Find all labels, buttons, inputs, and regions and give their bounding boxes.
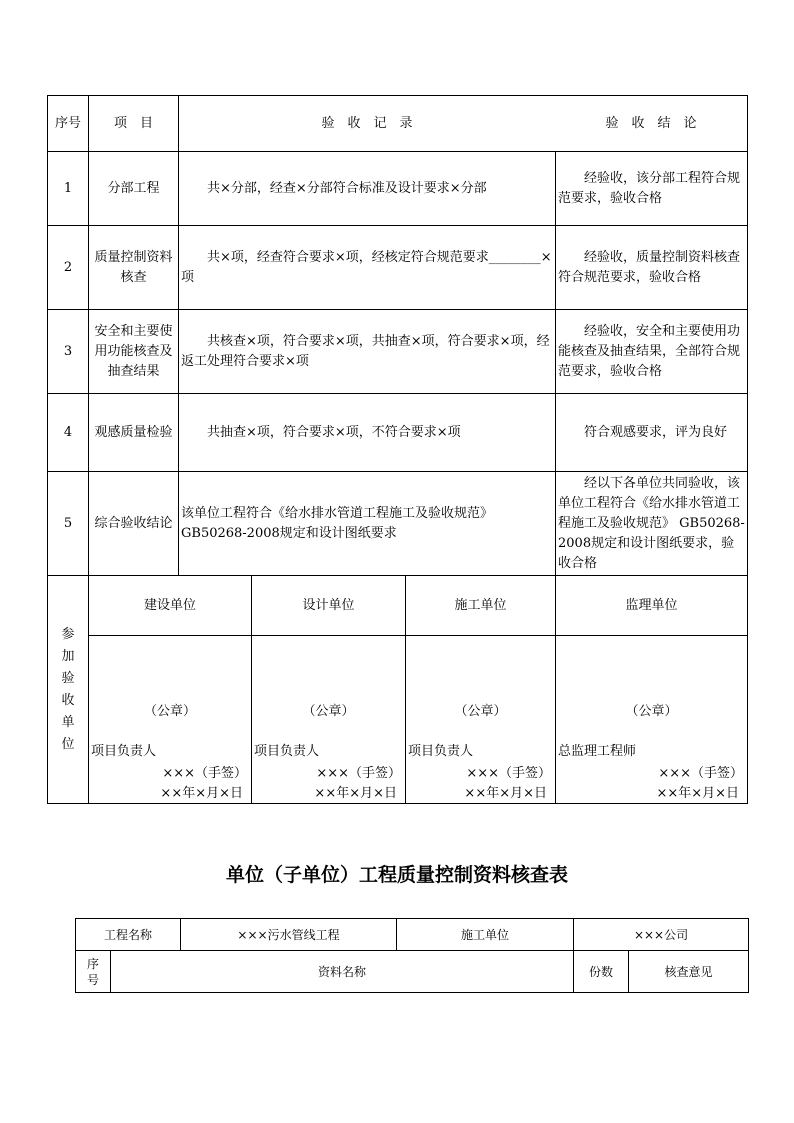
table-row: 1 分部工程 共×分部，经查×分部符合标准及设计要求×分部 经验收，该分部工程符合规范要求，验收合格 xyxy=(48,152,748,226)
record-cell: 该单位工程符合《给水排水管道工程施工及验收规范》GB50268-2008规定和设计图纸要求 xyxy=(179,472,556,576)
unit-name-supervision: 监理单位 xyxy=(556,576,748,636)
header-item: 项 目 xyxy=(89,96,179,152)
record-cell: 共抽查×项，符合要求×项，不符合要求×项 xyxy=(179,394,556,472)
quality-control-check-table xyxy=(75,918,749,993)
signature-cell: （公章） 项目负责人 ×××（手签） ××年×月×日 xyxy=(252,636,406,804)
header-conclusion: 验 收 结 论 xyxy=(605,115,697,131)
signature-cell: （公章） 项目负责人 ×××（手签） ××年×月×日 xyxy=(406,636,556,804)
conclusion-cell: 经验收，质量控制资料核查符合规范要求，验收合格 xyxy=(556,226,748,310)
acceptance-record-table xyxy=(47,95,748,804)
header-record: 验 收 记 录 xyxy=(321,115,413,131)
project-name-label: 工程名称 xyxy=(76,919,181,951)
table-row: 5 综合验收结论 该单位工程符合《给水排水管道工程施工及验收规范》GB50268-2008规定和设计图纸要求 经以下各单位共同验收，该单位工程符合《给水排水管道工程施工及验收规范》 GB50268-2008规定和设计图纸要求，验收合格 xyxy=(48,472,748,576)
conclusion-cell: 经验收，该分部工程符合规范要求，验收合格 xyxy=(556,152,748,226)
table-row: 4 观感质量检验 共抽查×项，符合要求×项，不符合要求×项 符合观感要求，评为良好 xyxy=(48,394,748,472)
unit-name-construction: 建设单位 xyxy=(89,576,252,636)
unit-name-contractor: 施工单位 xyxy=(406,576,556,636)
record-cell: 共×分部，经查×分部符合标准及设计要求×分部 xyxy=(179,152,556,226)
header-opinion: 核查意见 xyxy=(629,951,749,993)
contractor-value: ×××公司 xyxy=(574,919,749,951)
contractor-label: 施工单位 xyxy=(397,919,574,951)
conclusion-cell: 经以下各单位共同验收，该单位工程符合《给水排水管道工程施工及验收规范》 GB50268-2008规定和设计图纸要求，验收合格 xyxy=(556,472,748,576)
conclusion-cell: 符合观感要求，评为良好 xyxy=(556,394,748,472)
record-cell: 共×项，经查符合要求×项，经核定符合规范要求________×项 xyxy=(179,226,556,310)
signature-cell: （公章） 总监理工程师 ×××（手签） ××年×月×日 xyxy=(556,636,748,804)
participants-label: 参 加 验 收 单 位 xyxy=(48,576,89,804)
record-cell: 共核查×项，符合要求×项，共抽查×项，符合要求×项，经返工处理符合要求×项 xyxy=(179,310,556,394)
form-title: 单位（子单位）工程质量控制资料核查表 xyxy=(225,864,568,886)
header-seq: 序号 xyxy=(48,96,89,152)
header-record-conclusion xyxy=(179,96,748,152)
header-doc-name: 资料名称 xyxy=(111,951,574,993)
table-row: 3 安全和主要使用功能核查及抽查结果 共核查×项，符合要求×项，共抽查×项，符合要求×项，经返工处理符合要求×项 经验收，安全和主要使用功能核查及抽查结果，全部符合规范要求，验收合格 xyxy=(48,310,748,394)
header-copies: 份数 xyxy=(574,951,629,993)
conclusion-cell: 经验收，安全和主要使用功能核查及抽查结果，全部符合规范要求，验收合格 xyxy=(556,310,748,394)
unit-name-design: 设计单位 xyxy=(252,576,406,636)
project-name-value: ×××污水管线工程 xyxy=(181,919,397,951)
signature-cell: （公章） 项目负责人 ×××（手签） ××年×月×日 xyxy=(89,636,252,804)
table-row: 2 质量控制资料核查 共×项，经查符合要求×项，经核定符合规范要求________×项 经验收，质量控制资料核查符合规范要求，验收合格 xyxy=(48,226,748,310)
header-seq: 序号 xyxy=(76,951,111,993)
